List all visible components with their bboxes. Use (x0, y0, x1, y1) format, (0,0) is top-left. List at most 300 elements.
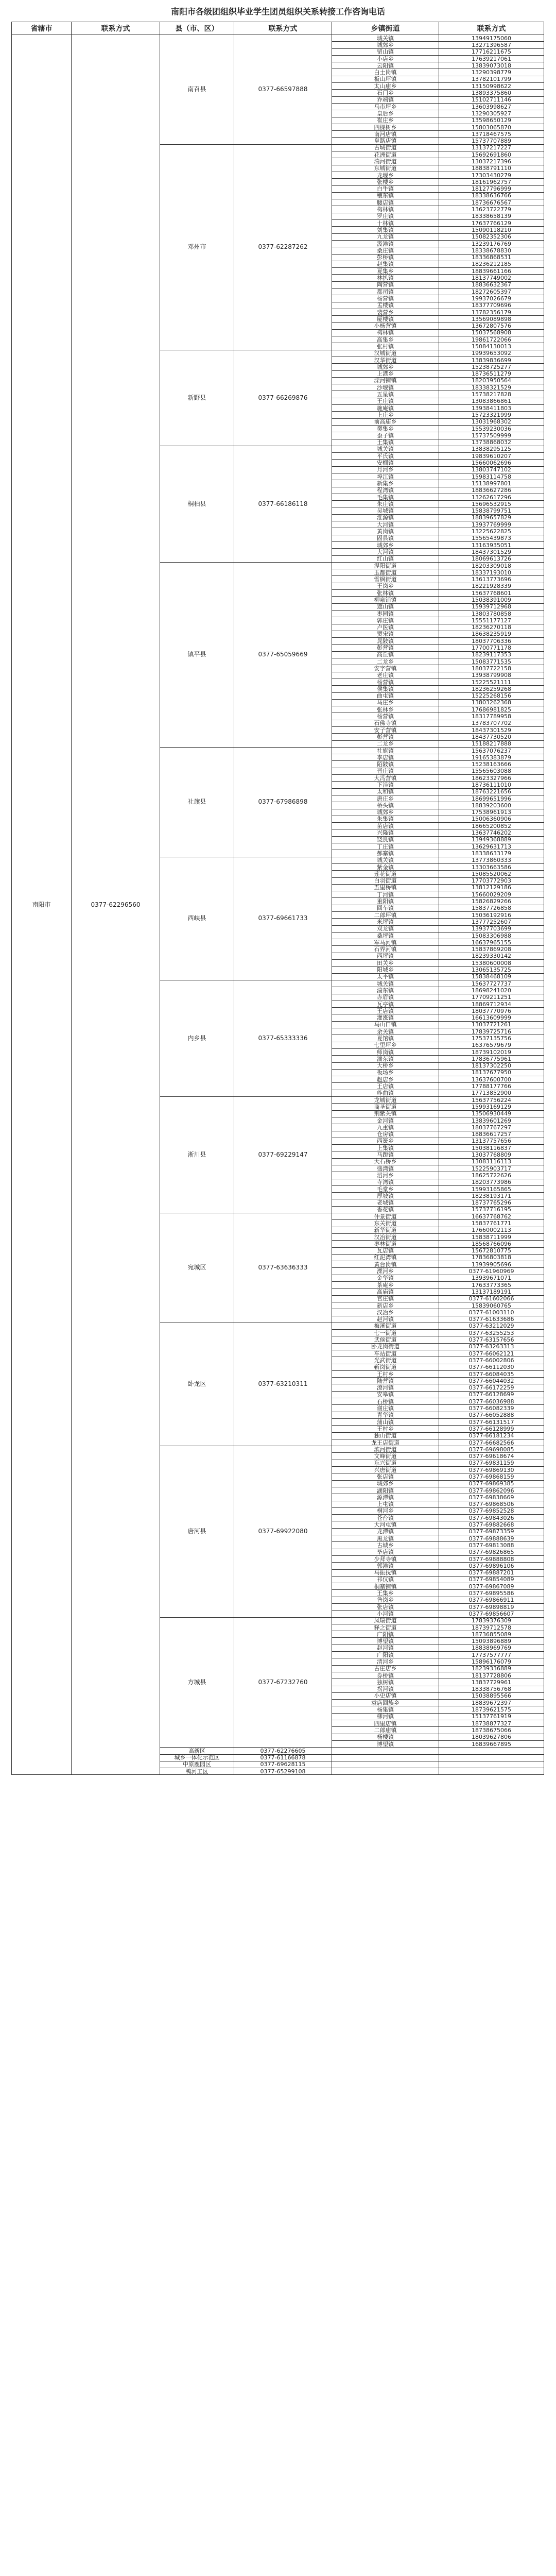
county-phone-cell: 0377-62287262 (234, 144, 332, 350)
district-phone-cell: 0377-65299108 (234, 1768, 332, 1775)
town-phone-cell: 13939671071 (439, 1275, 544, 1281)
town-phone-cell: 17633773365 (439, 1282, 544, 1289)
town-name-cell: 毕店镇 (332, 1549, 439, 1555)
town-phone-cell: 15838799751 (439, 507, 544, 514)
town-name-cell: 卢医镇 (332, 624, 439, 631)
town-phone-cell: 13949175060 (439, 35, 544, 42)
town-name-cell: 大河屯镇 (332, 1521, 439, 1528)
town-name-cell: 凤瑞街道 (332, 1617, 439, 1624)
town-name-cell: 师岗镇 (332, 1048, 439, 1055)
town-name-cell: 刘集镇 (332, 227, 439, 233)
town-name-cell: 城关镇 (332, 980, 439, 987)
town-name-cell: 歪子镇 (332, 432, 439, 439)
town-name-cell: 张林镇 (332, 590, 439, 597)
town-name-cell: 仓房镇 (332, 1131, 439, 1138)
column-header: 县（市、区） (160, 22, 234, 35)
column-header: 联系方式 (234, 22, 332, 35)
town-name-cell: 重阳镇 (332, 898, 439, 905)
county-name-cell: 内乡县 (160, 980, 234, 1096)
town-name-cell: 白土岗镇 (332, 69, 439, 76)
town-phone-cell: 15896176079 (439, 1658, 544, 1665)
town-phone-cell: 18317789958 (439, 713, 544, 720)
town-phone-cell: 13839601269 (439, 1117, 544, 1124)
town-phone-cell: 13613773696 (439, 576, 544, 583)
town-phone-cell: 15637756224 (439, 1097, 544, 1104)
town-name-cell: 湍东镇 (332, 987, 439, 994)
town-phone-cell: 17709211251 (439, 994, 544, 1001)
town-phone-cell: 0377-69867089 (439, 1583, 544, 1590)
town-phone-cell: 18437730520 (439, 734, 544, 740)
town-name-cell: 城郊乡 (332, 364, 439, 370)
town-phone-cell: 18337193010 (439, 569, 544, 576)
town-phone-cell: 15660062696 (439, 460, 544, 466)
city-name-cell: 南阳市 (12, 35, 72, 1775)
town-name-cell: 龙潭镇 (332, 1528, 439, 1535)
county-name-cell: 桐柏县 (160, 446, 234, 562)
town-name-cell: 杨楼镇 (332, 1734, 439, 1740)
town-phone-cell: 18336868531 (439, 254, 544, 261)
county-name-cell: 卧龙区 (160, 1323, 234, 1446)
town-phone-cell: 18272605397 (439, 288, 544, 295)
town-phone-cell: 15084130013 (439, 343, 544, 350)
town-phone-cell: 15993165865 (439, 1185, 544, 1192)
town-phone-cell: 0377-63255253 (439, 1330, 544, 1336)
town-phone-cell: 0377-61602066 (439, 1295, 544, 1302)
town-name-cell: 七一街道 (332, 1330, 439, 1336)
town-phone-cell: 15838711999 (439, 1233, 544, 1240)
town-phone-cell: 18623327966 (439, 775, 544, 782)
town-phone-cell: 18203309018 (439, 562, 544, 569)
town-name-cell: 高丘镇 (332, 651, 439, 658)
town-name-cell: 夏馆镇 (332, 1035, 439, 1042)
town-name-cell: 陆营镇 (332, 1378, 439, 1384)
town-name-cell: 小史店镇 (332, 1692, 439, 1699)
town-phone-cell: 18338658139 (439, 213, 544, 219)
town-name-cell: 吴城镇 (332, 507, 439, 514)
town-name-cell: 独山街道 (332, 1432, 439, 1439)
town-name-cell: 古庄店乡 (332, 1665, 439, 1672)
town-phone-cell: 15660029209 (439, 891, 544, 898)
town-name-cell: 大河镇 (332, 549, 439, 555)
town-phone-cell: 15093896889 (439, 1638, 544, 1645)
town-name-cell: 杨集镇 (332, 1706, 439, 1713)
town-phone-cell: 0377-61633686 (439, 1316, 544, 1323)
district-name-cell: 鸭河工区 (160, 1768, 234, 1775)
town-phone-cell: 15225903717 (439, 1165, 544, 1172)
town-name-cell: 赵河镇 (332, 1645, 439, 1651)
town-name-cell: 安子营镇 (332, 726, 439, 733)
town-phone-cell: 15102711146 (439, 96, 544, 103)
town-name-cell: 施庵镇 (332, 405, 439, 412)
town-phone-cell: 13137189191 (439, 1289, 544, 1295)
town-name-cell: 赵集镇 (332, 261, 439, 267)
town-name-cell: 九龙镇 (332, 233, 439, 240)
empty-cell (332, 1768, 439, 1775)
town-name-cell: 米坪镇 (332, 919, 439, 925)
town-phone-cell: 13137217227 (439, 144, 544, 151)
town-name-cell: 贾宋镇 (332, 631, 439, 637)
district-phone-cell: 0377-62276605 (234, 1748, 332, 1754)
town-phone-cell: 18739621575 (439, 1706, 544, 1713)
town-phone-cell: 15839060765 (439, 1302, 544, 1309)
town-phone-cell: 18737765296 (439, 1199, 544, 1206)
town-name-cell: 湍河街道 (332, 158, 439, 165)
town-phone-cell: 15837726858 (439, 905, 544, 911)
town-phone-cell: 13838295125 (439, 446, 544, 452)
town-name-cell: 红山镇 (332, 555, 439, 562)
town-phone-cell: 0377-66112030 (439, 1364, 544, 1370)
town-phone-cell: 13937703699 (439, 925, 544, 932)
town-name-cell: 黄台岗镇 (332, 1261, 439, 1268)
town-phone-cell: 15083771535 (439, 658, 544, 665)
town-name-cell: 青华镇 (332, 1412, 439, 1418)
town-name-cell: 四棵树乡 (332, 124, 439, 130)
town-phone-cell: 15983114758 (439, 473, 544, 480)
town-name-cell: 城郊乡 (332, 541, 439, 548)
town-name-cell: 板场乡 (332, 1069, 439, 1076)
town-phone-cell: 13738868032 (439, 439, 544, 446)
town-name-cell: 荆紫关镇 (332, 1110, 439, 1117)
town-phone-cell: 0377-69869385 (439, 1480, 544, 1487)
town-name-cell: 汉冶街道 (332, 1233, 439, 1240)
empty-cell (439, 1748, 544, 1754)
town-name-cell: 田关乡 (332, 960, 439, 967)
town-phone-cell: 13623722779 (439, 206, 544, 213)
town-phone-cell: 18736511279 (439, 370, 544, 377)
town-name-cell: 玉都街道 (332, 569, 439, 576)
town-name-cell: 汉冶乡 (332, 1309, 439, 1316)
town-name-cell: 太和镇 (332, 788, 439, 795)
town-phone-cell: 15565439873 (439, 535, 544, 541)
town-name-cell: 固县镇 (332, 535, 439, 541)
town-phone-cell: 15565603088 (439, 768, 544, 774)
town-phone-cell: 0377-66682566 (439, 1439, 544, 1446)
town-name-cell: 曲屯镇 (332, 692, 439, 699)
town-phone-cell: 18738675066 (439, 1727, 544, 1734)
town-phone-cell: 18836617257 (439, 1131, 544, 1138)
town-name-cell: 王店镇 (332, 1008, 439, 1014)
town-name-cell: 新华街道 (332, 1227, 439, 1233)
town-name-cell: 上集镇 (332, 1145, 439, 1151)
town-phone-cell: 15036192916 (439, 912, 544, 919)
town-name-cell: 彭桥镇 (332, 254, 439, 261)
town-name-cell: 前高庙乡 (332, 418, 439, 425)
town-name-cell: 光武街道 (332, 1357, 439, 1364)
town-phone-cell: 0377-69813088 (439, 1542, 544, 1549)
town-phone-cell: 15037568908 (439, 329, 544, 336)
column-header: 乡镇街道 (332, 22, 439, 35)
town-name-cell: 枣园镇 (332, 610, 439, 617)
town-name-cell: 留山镇 (332, 48, 439, 55)
town-phone-cell: 15082352306 (439, 233, 544, 240)
town-name-cell: 厚坡镇 (332, 1193, 439, 1199)
town-name-cell: 腰店镇 (332, 199, 439, 206)
town-phone-cell: 0377-69866911 (439, 1597, 544, 1603)
town-phone-cell: 15803065870 (439, 124, 544, 130)
empty-cell (439, 1754, 544, 1761)
town-phone-cell: 15188217888 (439, 740, 544, 747)
town-phone-cell: 13783707702 (439, 720, 544, 726)
town-phone-cell: 18638235919 (439, 631, 544, 637)
town-phone-cell: 15006360906 (439, 816, 544, 822)
town-phone-cell: 18137728806 (439, 1672, 544, 1679)
county-name-cell: 唐河县 (160, 1446, 234, 1617)
town-name-cell: 广阳镇 (332, 1652, 439, 1658)
town-name-cell: 太平镇 (332, 973, 439, 980)
town-name-cell: 安棚镇 (332, 460, 439, 466)
county-name-cell: 方城县 (160, 1617, 234, 1748)
town-phone-cell: 13271396587 (439, 42, 544, 48)
town-name-cell: 丁河镇 (332, 891, 439, 898)
town-name-cell: 王岗乡 (332, 583, 439, 589)
town-name-cell: 淮源镇 (332, 514, 439, 521)
town-phone-cell: 17839376309 (439, 1617, 544, 1624)
town-name-cell: 古城乡 (332, 1542, 439, 1549)
town-phone-cell: 0377-61003110 (439, 1309, 544, 1316)
town-name-cell: 王集乡 (332, 1590, 439, 1597)
town-name-cell: 龙堰乡 (332, 172, 439, 178)
town-phone-cell: 18236270118 (439, 624, 544, 631)
town-name-cell: 兴唐街道 (332, 1467, 439, 1473)
town-phone-cell: 18069613726 (439, 555, 544, 562)
town-phone-cell: 13803747102 (439, 466, 544, 473)
town-name-cell: 李店镇 (332, 754, 439, 761)
town-phone-cell: 13303663586 (439, 863, 544, 870)
town-name-cell: 大桥乡 (332, 1062, 439, 1069)
empty-cell (332, 1761, 439, 1768)
town-name-cell: 城关镇 (332, 857, 439, 863)
town-phone-cell: 18869712934 (439, 1001, 544, 1007)
town-phone-cell: 0377-69868506 (439, 1501, 544, 1507)
town-phone-cell: 17839725716 (439, 1028, 544, 1035)
empty-cell (439, 1768, 544, 1775)
town-name-cell: 樊集乡 (332, 425, 439, 432)
empty-cell (332, 1748, 439, 1754)
town-name-cell: 板山坪镇 (332, 76, 439, 82)
town-name-cell: 券桥镇 (332, 1672, 439, 1679)
town-phone-cell: 13037721261 (439, 1021, 544, 1028)
town-name-cell: 黑龙镇 (332, 1535, 439, 1542)
town-name-cell: 张楼乡 (332, 179, 439, 185)
town-name-cell: 石桥镇 (332, 1398, 439, 1405)
town-name-cell: 溧河铺镇 (332, 377, 439, 384)
district-phone-cell: 0377-69628115 (234, 1761, 332, 1768)
town-name-cell: 十林镇 (332, 220, 439, 227)
town-name-cell: 彭营镇 (332, 734, 439, 740)
district-name-cell: 城乡一体化示范区 (160, 1754, 234, 1761)
town-phone-cell: 0377-69826865 (439, 1549, 544, 1555)
town-name-cell: 唐庄乡 (332, 795, 439, 802)
town-name-cell: 侯集镇 (332, 686, 439, 692)
town-phone-cell: 18203950564 (439, 377, 544, 384)
town-phone-cell: 18568766096 (439, 1241, 544, 1247)
town-phone-cell: 18037722158 (439, 665, 544, 672)
town-name-cell: 程湾镇 (332, 487, 439, 494)
town-name-cell: 红泥湾镇 (332, 1254, 439, 1261)
town-phone-cell: 18736676567 (439, 199, 544, 206)
town-name-cell: 二龙乡 (332, 740, 439, 747)
town-name-cell: 赵河镇 (332, 1316, 439, 1323)
town-phone-cell: 17788177766 (439, 1083, 544, 1090)
town-name-cell: 马蹬镇 (332, 1151, 439, 1158)
town-phone-cell: 0377-66002806 (439, 1357, 544, 1364)
town-phone-cell: 15085520062 (439, 871, 544, 877)
town-name-cell: 云阳镇 (332, 62, 439, 69)
town-name-cell: 苍台镇 (332, 1515, 439, 1521)
town-phone-cell: 13037768809 (439, 1151, 544, 1158)
town-name-cell: 皇后乡 (332, 110, 439, 117)
town-phone-cell: 18736855089 (439, 1631, 544, 1638)
town-phone-cell: 18839661166 (439, 268, 544, 275)
town-phone-cell: 17303430279 (439, 172, 544, 178)
town-name-cell: 蒲山镇 (332, 1418, 439, 1425)
town-phone-cell: 13949368889 (439, 836, 544, 843)
town-phone-cell: 0377-66036988 (439, 1398, 544, 1405)
town-name-cell: 饶良镇 (332, 836, 439, 843)
town-phone-cell: 15637727737 (439, 980, 544, 987)
town-name-cell: 清河乡 (332, 1658, 439, 1665)
town-name-cell: 陶营镇 (332, 281, 439, 288)
town-name-cell: 老城镇 (332, 1199, 439, 1206)
town-phone-cell: 18839203600 (439, 802, 544, 809)
town-phone-cell: 15826829266 (439, 898, 544, 905)
town-name-cell: 潦河镇 (332, 1384, 439, 1391)
town-phone-cell: 17836803818 (439, 1254, 544, 1261)
town-name-cell: 月河乡 (332, 466, 439, 473)
town-phone-cell: 0377-69854089 (439, 1576, 544, 1583)
town-name-cell: 袁店回族乡 (332, 1700, 439, 1706)
county-phone-cell: 0377-69661733 (234, 857, 332, 980)
town-phone-cell: 13083116113 (439, 1158, 544, 1165)
town-name-cell: 九重镇 (332, 1124, 439, 1131)
town-phone-cell: 18698241020 (439, 987, 544, 994)
town-phone-cell: 0377-61960969 (439, 1268, 544, 1275)
town-phone-cell: 16839667895 (439, 1740, 544, 1747)
town-phone-cell: 18437301529 (439, 549, 544, 555)
town-name-cell: 花洲街道 (332, 151, 439, 158)
town-phone-cell: 0377-69838669 (439, 1494, 544, 1501)
town-phone-cell: 13937769999 (439, 521, 544, 528)
town-name-cell: 余关镇 (332, 1028, 439, 1035)
town-phone-cell: 0377-69869130 (439, 1467, 544, 1473)
town-name-cell: 瓦店镇 (332, 1247, 439, 1254)
column-header: 省辖市 (12, 22, 72, 35)
county-phone-cell: 0377-67232760 (234, 1617, 332, 1748)
town-phone-cell: 0377-66082339 (439, 1405, 544, 1412)
town-name-cell: 古城街道 (332, 144, 439, 151)
town-phone-cell: 18239117353 (439, 651, 544, 658)
town-phone-cell: 15723321999 (439, 412, 544, 418)
town-phone-cell: 13782356179 (439, 309, 544, 315)
town-phone-cell: 0377-69895586 (439, 1590, 544, 1597)
town-phone-cell: 15637768601 (439, 590, 544, 597)
town-name-cell: 丁庄镇 (332, 843, 439, 850)
town-phone-cell: 0377-69882668 (439, 1521, 544, 1528)
county-phone-cell: 0377-69229147 (234, 1097, 332, 1213)
town-phone-cell: 15838468109 (439, 973, 544, 980)
town-name-cell: 金河镇 (332, 1117, 439, 1124)
town-phone-cell: 18203773986 (439, 1179, 544, 1185)
town-name-cell: 林扒镇 (332, 275, 439, 281)
town-phone-cell: 19839610207 (439, 453, 544, 460)
town-phone-cell: 15038116837 (439, 1145, 544, 1151)
town-name-cell: 孟楼镇 (332, 302, 439, 309)
town-name-cell: 寺湾镇 (332, 1179, 439, 1185)
town-phone-cell: 18836632367 (439, 281, 544, 288)
table-row (12, 35, 544, 42)
table-header-row (12, 22, 544, 35)
town-name-cell: 厦楼镇 (332, 316, 439, 323)
town-name-cell: 石佛寺镇 (332, 720, 439, 726)
town-phone-cell: 18338678830 (439, 247, 544, 254)
town-name-cell: 毛堂乡 (332, 1185, 439, 1192)
town-phone-cell: 18161962757 (439, 179, 544, 185)
county-name-cell: 西峡县 (160, 857, 234, 980)
town-name-cell: 上屯镇 (332, 1501, 439, 1507)
town-name-cell: 大河镇 (332, 521, 439, 528)
town-phone-cell: 18699651996 (439, 795, 544, 802)
town-name-cell: 石界河镇 (332, 946, 439, 953)
town-name-cell: 毛集镇 (332, 494, 439, 500)
town-phone-cell: 15737509999 (439, 432, 544, 439)
town-name-cell: 上港乡 (332, 370, 439, 377)
county-phone-cell: 0377-66186118 (234, 446, 332, 562)
town-name-cell: 城郊乡 (332, 1480, 439, 1487)
town-name-cell: 释之街道 (332, 1624, 439, 1631)
town-name-cell: 遮山镇 (332, 603, 439, 610)
town-name-cell: 紫金镇 (332, 863, 439, 870)
town-name-cell: 杨营镇 (332, 713, 439, 720)
town-phone-cell: 18236259268 (439, 686, 544, 692)
county-name-cell: 宛城区 (160, 1213, 234, 1323)
town-phone-cell: 0377-66128699 (439, 1391, 544, 1398)
town-name-cell: 王集镇 (332, 439, 439, 446)
district-name-cell: 中原鹿园区 (160, 1761, 234, 1768)
town-name-cell: 赵店乡 (332, 1076, 439, 1083)
county-name-cell: 南召县 (160, 35, 234, 145)
town-phone-cell: 15238725277 (439, 364, 544, 370)
town-name-cell: 车站街道 (332, 1350, 439, 1357)
town-phone-cell: 17686981825 (439, 706, 544, 713)
town-name-cell: 苗店镇 (332, 823, 439, 829)
town-phone-cell: 18137302250 (439, 1062, 544, 1069)
town-phone-cell: 17836775961 (439, 1056, 544, 1062)
town-name-cell: 少拜寺镇 (332, 1555, 439, 1562)
town-phone-cell: 18338321529 (439, 384, 544, 391)
town-phone-cell: 0377-69831159 (439, 1460, 544, 1466)
town-name-cell: 下洼镇 (332, 782, 439, 788)
town-name-cell: 小河镇 (332, 1611, 439, 1617)
town-name-cell: 夏集乡 (332, 268, 439, 275)
town-phone-cell: 13598650129 (439, 117, 544, 124)
town-phone-cell: 13290305927 (439, 110, 544, 117)
town-phone-cell: 0377-69618674 (439, 1453, 544, 1460)
town-phone-cell: 16637965155 (439, 939, 544, 946)
town-name-cell: 黄岗镇 (332, 528, 439, 535)
town-phone-cell: 17716211675 (439, 48, 544, 55)
town-name-cell: 湖阳镇 (332, 1487, 439, 1494)
town-phone-cell: 18437301529 (439, 726, 544, 733)
town-name-cell: 二龙乡 (332, 658, 439, 665)
town-name-cell: 构林镇 (332, 329, 439, 336)
town-phone-cell: 18037770976 (439, 1008, 544, 1014)
town-phone-cell: 15225521111 (439, 679, 544, 685)
town-phone-cell: 18836627286 (439, 487, 544, 494)
town-name-cell: 汉华街道 (332, 357, 439, 363)
town-phone-cell: 17737577777 (439, 1652, 544, 1658)
town-phone-cell: 13065135725 (439, 967, 544, 973)
town-name-cell: 梅溪街道 (332, 1323, 439, 1329)
